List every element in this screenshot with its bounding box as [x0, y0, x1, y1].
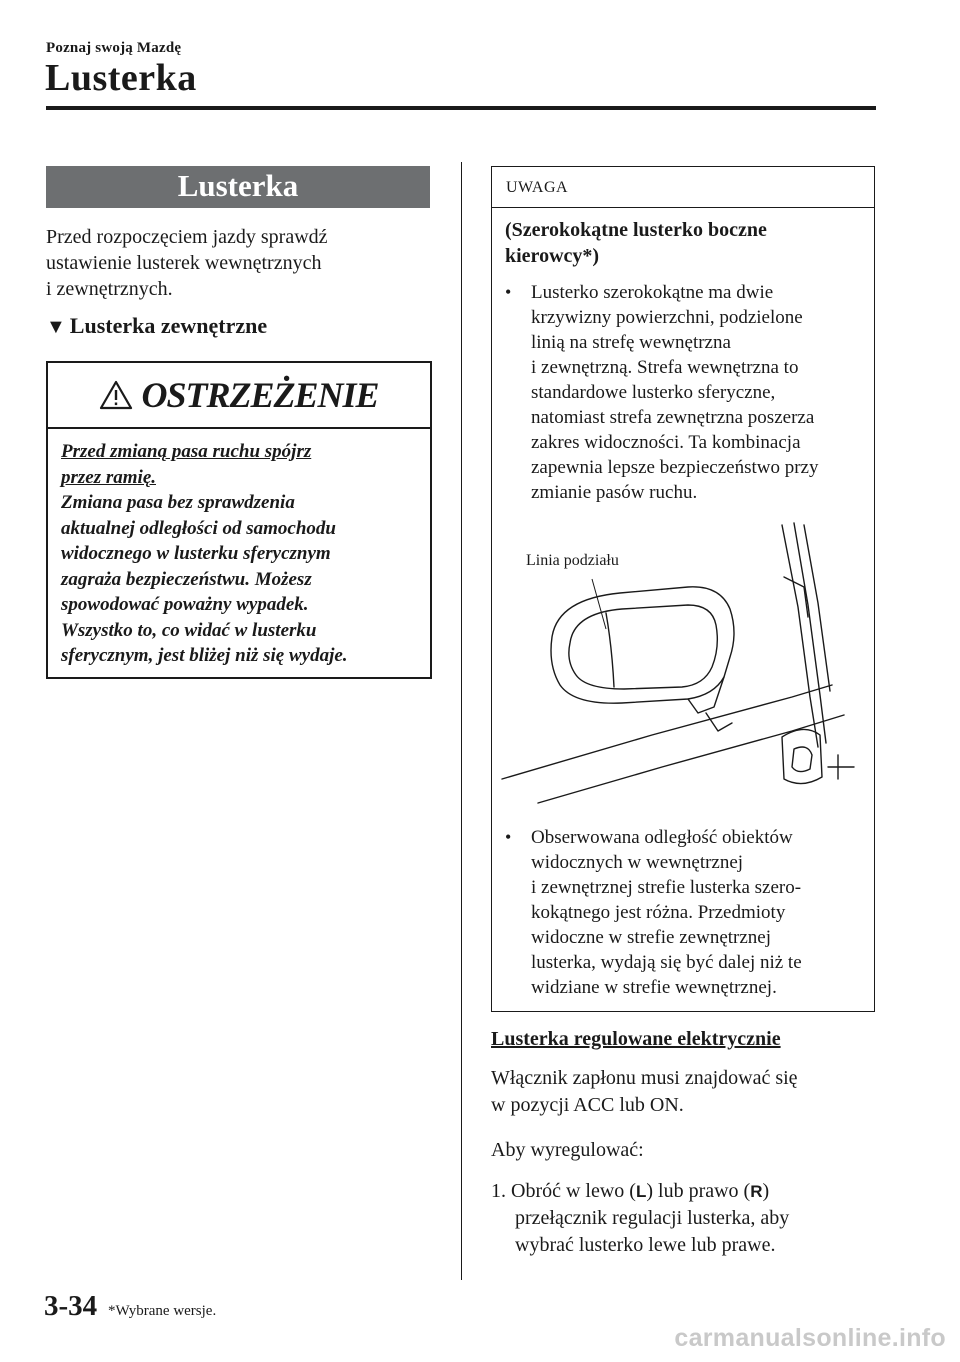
- bullet-line: i zewnętrzną. Strefa wewnętrzna to: [531, 357, 799, 378]
- right-key-label: R: [750, 1182, 763, 1201]
- paragraph-line: w pozycji ACC lub ON.: [491, 1094, 684, 1116]
- subsection-heading: [46, 313, 267, 339]
- adjust-intro: Aby wyregulować:: [491, 1139, 644, 1161]
- bullet-line: widocznych w wewnętrznej: [531, 852, 744, 873]
- watermark: carmanualsonline.info: [674, 1324, 946, 1352]
- footnote: *Wybrane wersje.: [108, 1303, 217, 1319]
- intro-paragraph: [46, 224, 430, 302]
- page-title: Lusterka: [45, 57, 197, 99]
- warning-line: Zmiana pasa bez sprawdzenia: [61, 492, 295, 513]
- note-subtitle-line: (Szerokokątne lusterko boczne: [505, 219, 767, 241]
- bullet-line: zmianie pasów ruchu.: [531, 482, 698, 503]
- bullet-line: lusterka, wydają się być dalej niż te: [531, 952, 802, 973]
- bullet-dot: •: [505, 827, 512, 847]
- wide-angle-mirror-illustration: [492, 517, 874, 807]
- intro-line: ustawienie lusterek wewnętrznych: [46, 252, 322, 274]
- note-bullet: [505, 825, 802, 1000]
- bullet-line: kokątnego jest różna. Przedmioty: [531, 902, 786, 923]
- subsection-title: Lusterka zewnętrzne: [69, 313, 268, 338]
- warning-line: aktualnej odległości od samochodu: [61, 517, 336, 539]
- note-subtitle: [505, 217, 767, 269]
- triangle-marker-icon: ▼: [46, 316, 66, 338]
- warning-triangle-icon: [99, 380, 133, 410]
- bullet-line: i zewnętrznej strefie lusterka szero-: [531, 877, 802, 898]
- column-divider: [461, 162, 462, 1280]
- warning-line: zagraża bezpieczeństwu. Możesz: [61, 568, 312, 590]
- warning-line: Wszystko to, co widać w lusterku: [61, 619, 317, 641]
- note-subtitle-line: kierowcy*): [505, 245, 600, 267]
- note-box: [491, 166, 875, 1012]
- bullet-line: zapewnia lepsze bezpieczeństwo przy: [531, 457, 819, 478]
- step-text: ): [762, 1180, 770, 1202]
- bullet-line: Obserwowana odległość obiektów: [531, 827, 793, 848]
- division-line-label: Linia podziału: [526, 552, 619, 569]
- left-key-label: L: [635, 1182, 647, 1201]
- warning-line: Przed zmianą pasa ruchu spójrz: [61, 441, 312, 462]
- warning-body: [48, 429, 430, 679]
- paragraph-line: Włącznik zapłonu musi znajdować się: [491, 1067, 798, 1089]
- warning-line: spowodować poważny wypadek.: [61, 594, 309, 615]
- note-bullet: [505, 280, 819, 505]
- step-line: przełącznik regulacji lusterka, aby: [515, 1207, 790, 1229]
- step-line: wybrać lusterko lewe lub prawe.: [515, 1234, 776, 1256]
- page-number: 3-34: [44, 1290, 98, 1322]
- bullet-dot: •: [505, 282, 512, 302]
- section-banner: Lusterka: [46, 166, 430, 208]
- warning-line: przez ramię.: [61, 466, 156, 488]
- bullet-line: widziane w strefie wewnętrznej.: [531, 977, 777, 998]
- intro-line: Przed rozpoczęciem jazdy sprawdź: [46, 226, 328, 248]
- bullet-line: linią na strefę wewnętrzna: [531, 332, 731, 353]
- power-mirror-section: [491, 1026, 875, 1259]
- bullet-line: widoczne w strefie zewnętrznej: [531, 927, 772, 948]
- bullet-line: natomiast strefa zewnętrzna poszerza: [531, 407, 815, 428]
- intro-line: i zewnętrznych.: [46, 278, 173, 300]
- warning-line: widocznego w lusterku sferycznym: [61, 543, 331, 564]
- power-mirror-heading: Lusterka regulowane elektrycznie: [491, 1028, 781, 1050]
- warning-title: OSTRZEŻENIE: [141, 375, 379, 415]
- ignition-paragraph: [491, 1065, 875, 1119]
- step-number: 1.: [491, 1180, 506, 1202]
- title-rule: [46, 106, 876, 110]
- step-1: [491, 1178, 875, 1259]
- warning-line: sferycznym, jest bliżej niż się wydaje.: [61, 645, 348, 666]
- warning-header: [48, 363, 430, 429]
- step-text: Obróć w lewo (: [511, 1180, 636, 1202]
- breadcrumb: Poznaj swoją Mazdę: [46, 40, 182, 56]
- warning-box: [46, 361, 432, 679]
- bullet-line: zakres widoczności. Ta kombinacja: [531, 432, 801, 453]
- bullet-line: standardowe lusterko sferyczne,: [531, 382, 776, 403]
- step-text: ) lub prawo (: [646, 1180, 751, 1202]
- bullet-line: Lusterko szerokokątne ma dwie: [531, 282, 774, 303]
- note-label: UWAGA: [492, 167, 874, 208]
- bullet-line: krzywizny powierzchni, podzielone: [531, 307, 803, 328]
